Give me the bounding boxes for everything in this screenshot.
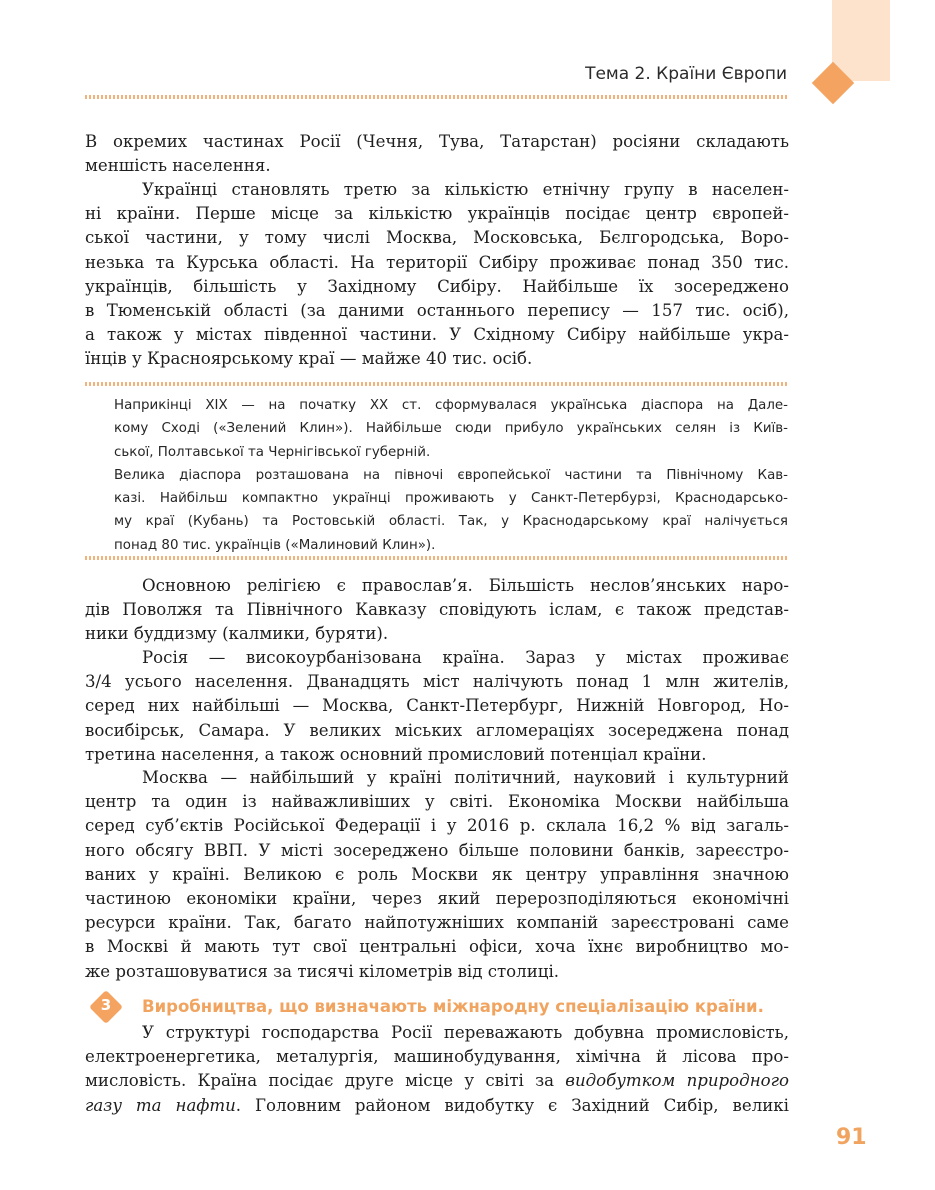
text-line: ресурси країни. Так, багато найпотужніших компаній зареєстровані саме xyxy=(85,913,789,933)
note-line: кому Сході («Зелений Клин»). Найбільше сюди прибуло українських селян із Київ- xyxy=(114,421,788,437)
page-number: 91 xyxy=(836,1125,867,1150)
text-line: ники буддизму (калмики, буряти). xyxy=(85,624,389,644)
italic-term: видобутком природного xyxy=(565,1071,789,1091)
text-line: 3/4 усього населення. Дванадцять міст налічують понад 1 млн жителів, xyxy=(85,672,789,692)
text-line: же розташовуватися за тисячі кілометрів від столиці. xyxy=(85,961,560,981)
text-line: дів Поволжя та Північного Кавказу сповідують іслам, є також представ- xyxy=(85,600,789,620)
text-line: меншість населення. xyxy=(85,156,271,176)
note-line: Велика діаспора розташована на півночі європейської частини та Північному Кав- xyxy=(114,467,788,483)
text-line: а також у містах південної частини. У Східному Сибіру найбільше укра- xyxy=(85,325,789,345)
text-line: електроенергетика, металургія, машинобудування, хімічна й лісова про- xyxy=(85,1047,789,1067)
text-line: незька та Курська області. На території Сибіру проживає понад 350 тис. xyxy=(85,252,789,272)
text-line: ської частини, у тому числі Москва, Московська, Бєлгородська, Воро- xyxy=(85,228,789,248)
text-line: українців, більшість у Західному Сибіру. Найбільше їх зосереджено xyxy=(85,276,789,296)
text-line: Українці становлять третю за кількістю етнічну групу в населен- xyxy=(142,180,789,199)
note-bottom-divider xyxy=(85,556,789,560)
text-line: третина населення, а також основний промисловий потенціал країни. xyxy=(85,744,707,764)
paragraph-2 xyxy=(85,178,789,372)
text-fragment: . Головним районом видобутку є Західний Сибір, великі xyxy=(235,1095,789,1115)
text-line: Москва — найбільший у країні політичний, науковий і культурний xyxy=(142,768,789,787)
text-line: в Тюменській області (за даними останнього перепису — 157 тис. осіб), xyxy=(85,301,789,321)
text-line: серед них найбільші — Москва, Санкт-Петербург, Нижній Новгород, Но- xyxy=(85,696,789,716)
text-line: Росія — високоурбанізована країна. Зараз у містах проживає xyxy=(142,648,789,667)
italic-term: газу та нафти xyxy=(85,1095,236,1115)
text-line: ні країни. Перше місце за кількістю українців посідає центр європей- xyxy=(85,204,789,224)
text-line: У структурі господарства Росії переважають добувна промисловість, xyxy=(142,1023,789,1042)
diaspora-note xyxy=(114,394,788,557)
note-top-divider xyxy=(85,382,789,386)
text-line xyxy=(85,1094,789,1118)
text-line: восибірськ, Самара. У великих міських агломераціях зосереджена понад xyxy=(85,720,789,740)
text-line: ваних у країні. Великою є роль Москви як центру управління значною xyxy=(85,864,789,884)
note-line: понад 80 тис. українців («Малиновий Клин»). xyxy=(114,537,436,553)
text-line: центр та один із найважливіших у світі. Економіка Москви найбільша xyxy=(85,792,789,812)
text-fragment: мисловість. Країна посідає друге місце у світі за xyxy=(85,1071,566,1091)
text-line: їнців у Красноярському краї — майже 40 тис. осіб. xyxy=(85,349,533,369)
paragraph-3 xyxy=(85,574,789,647)
running-header-title: Тема 2. Країни Європи xyxy=(585,64,787,84)
header-divider xyxy=(85,95,789,99)
text-line: частиною економіки країни, через який перерозподіляються економічні xyxy=(85,889,789,909)
text-line xyxy=(85,1069,789,1093)
paragraph-5 xyxy=(85,766,789,984)
section-number-badge xyxy=(90,991,122,1023)
text-line: ного обсягу ВВП. У місті зосереджено більше половини банків, зареєстро- xyxy=(85,840,789,860)
paragraph-1 xyxy=(85,130,789,178)
section-title: Виробництва, що визначають міжнародну спеціалізацію країни. xyxy=(142,997,764,1016)
text-line: в Москві й мають тут свої центральні офіси, хоча їхнє виробництво мо- xyxy=(85,937,789,957)
note-line: му краї (Кубань) та Ростовській області. Так, у Краснодарському краї налічується xyxy=(114,514,788,530)
text-line: Основною релігією є православ’я. Більшість неслов’янських наро- xyxy=(142,576,789,595)
paragraph-4 xyxy=(85,646,789,767)
text-line: В окремих частинах Росії (Чечня, Тува, Татарстан) росіяни складають xyxy=(85,132,789,151)
paragraph-6 xyxy=(85,1021,789,1118)
section-number: 3 xyxy=(100,996,112,1014)
text-line: серед суб’єктів Російської Федерації і у 2016 р. склала 16,2 % від загаль- xyxy=(85,816,789,836)
note-line: ської, Полтавської та Чернігівської губерній. xyxy=(114,444,431,460)
note-line: казі. Найбільш компактно українці проживають у Санкт-Петербурзі, Краснодарсько- xyxy=(114,491,788,507)
note-line: Наприкінці XIX — на початку XX ст. сформувалася українська діаспора на Дале- xyxy=(114,398,788,413)
